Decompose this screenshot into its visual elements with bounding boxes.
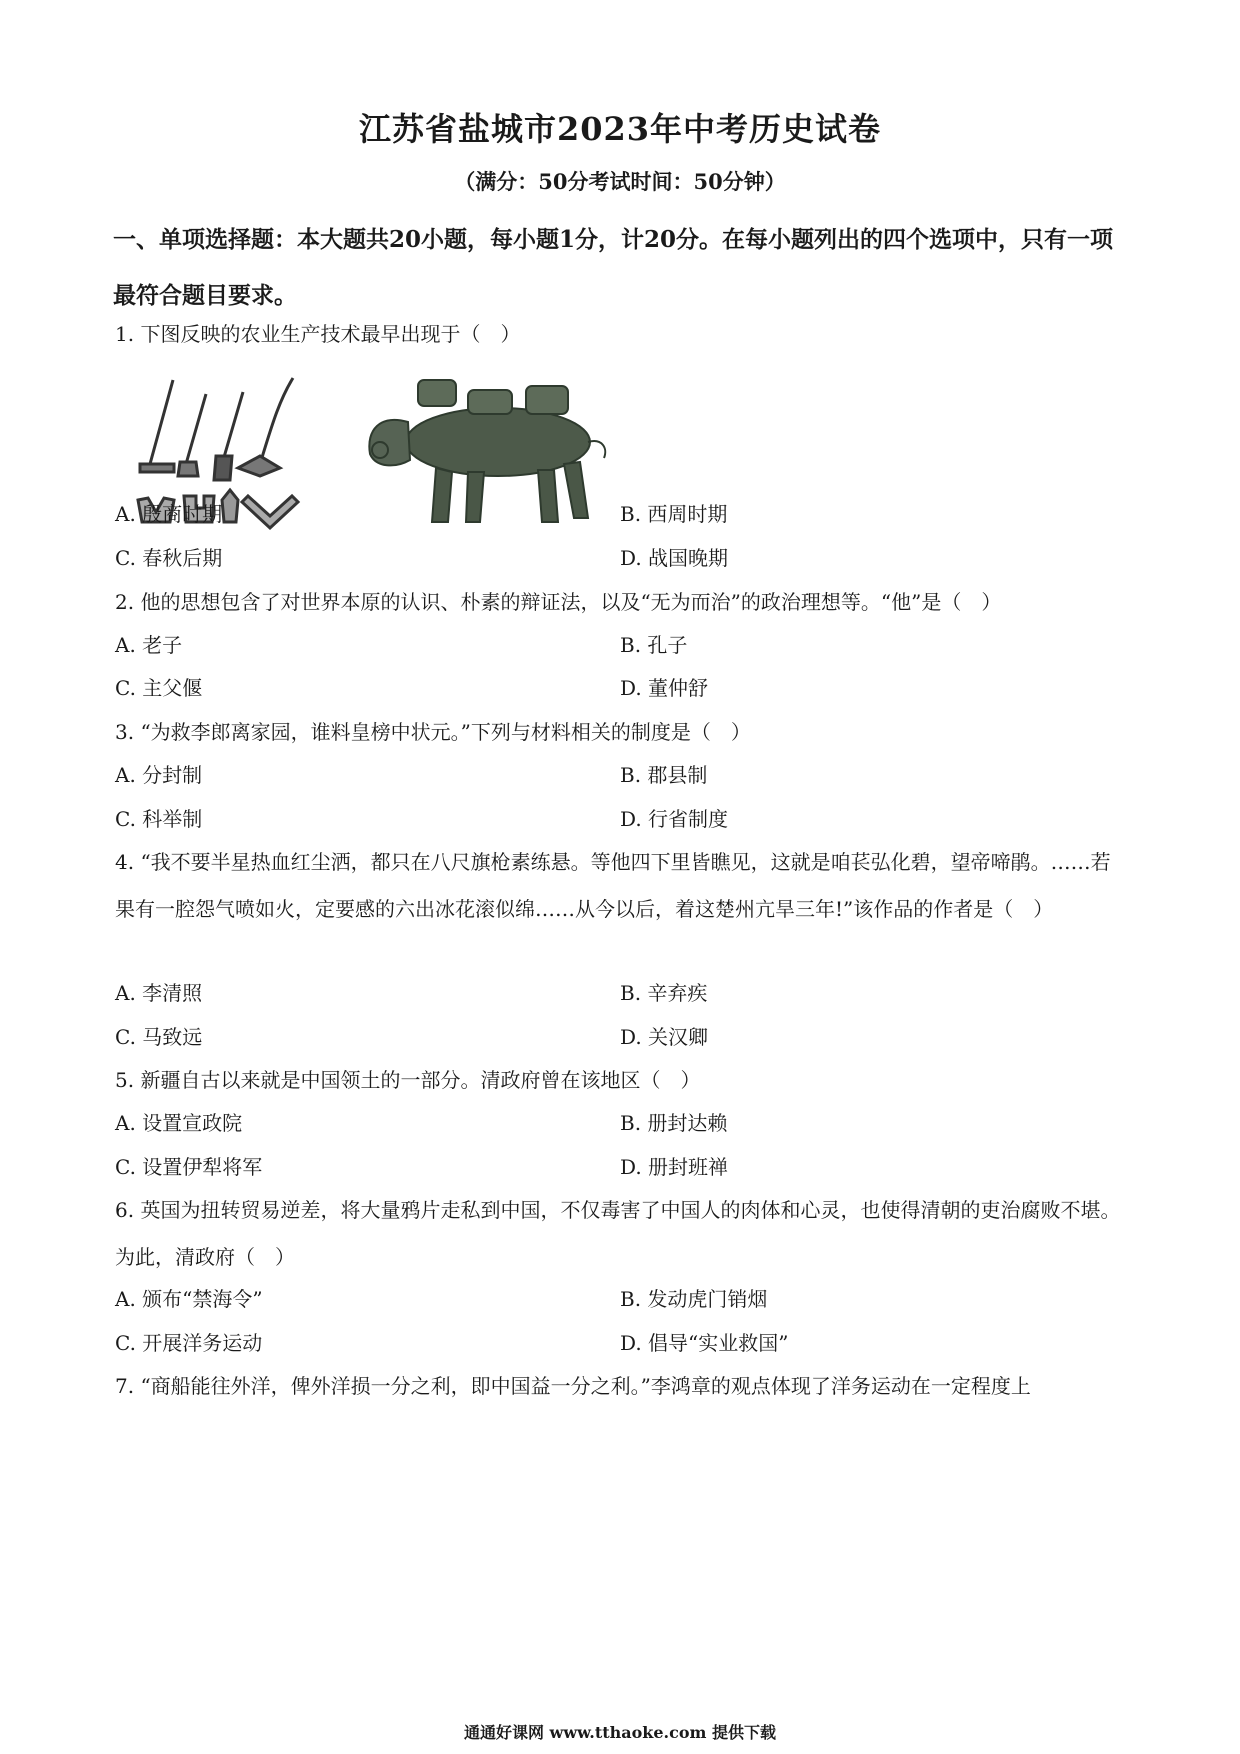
q5-option-c: C. 设置伊犁将军 [115, 1155, 263, 1179]
q4-option-d: D. 关汉卿 [620, 1025, 709, 1049]
q5-option-b: B. 册封达赖 [620, 1111, 728, 1135]
question-6-stem: 6. 英国为扭转贸易逆差，将大量鸦片走私到中国，不仅毒害了中国人的肉体和心灵，也使得清朝的吏治腐败不堪。为此，清政府（ ） [115, 1198, 1121, 1269]
question-2-stem: 2. 他的思想包含了对世界本原的认识、朴素的辩证法，以及“无为而治”的政治理想等。“他”是（ ） [115, 590, 1002, 614]
q6-option-c: C. 开展洋务运动 [115, 1331, 263, 1355]
question-1-stem: 1. 下图反映的农业生产技术最早出现于（ ） [115, 322, 521, 346]
q1-option-d: D. 战国晚期 [620, 546, 729, 570]
q6-option-a: A. 颁布“禁海令” [115, 1287, 263, 1311]
q6-option-b: B. 发动虎门销烟 [620, 1287, 768, 1311]
q1-option-a: A. 殷商时期 [115, 502, 223, 526]
page-title: 江苏省盐城市2023年中考历史试卷 [358, 110, 882, 148]
q2-option-c: C. 主父偃 [115, 676, 203, 700]
q6-option-d: D. 倡导“实业救国” [620, 1331, 789, 1355]
question-4-stem: 4. “我不要半星热血红尘洒，都只在八尺旗枪素练悬。等他四下里皆瞧见，这就是咱苌弘化碧，望帝啼鹃。……若果有一腔怨气喷如火，定要感的六出冰花滚似绵……从今以后，着这楚州亢旱三年!”该作品的作者是（ ） [115, 850, 1111, 921]
q3-option-c: C. 科举制 [115, 807, 203, 831]
q2-option-b: B. 孔子 [620, 633, 688, 657]
q5-option-a: A. 设置宣政院 [115, 1111, 243, 1135]
exam-info: （满分：50分考试时间：50分钟） [454, 169, 786, 194]
q5-option-d: D. 册封班禅 [620, 1155, 729, 1179]
q4-option-a: A. 李清照 [115, 981, 203, 1005]
q1-option-b: B. 西周时期 [620, 502, 728, 526]
q2-option-a: A. 老子 [115, 633, 183, 657]
question-7-stem: 7. “商船能往外洋，俾外洋损一分之利，即中国益一分之利。”李鸿章的观点体现了洋务运动在一定程度上 [115, 1374, 1031, 1398]
q3-option-b: B. 郡县制 [620, 763, 708, 787]
q3-option-d: D. 行省制度 [620, 807, 729, 831]
q4-option-c: C. 马致远 [115, 1025, 203, 1049]
q4-option-b: B. 辛弃疾 [620, 981, 708, 1005]
q1-option-c: C. 春秋后期 [115, 546, 223, 570]
q2-option-d: D. 董仲舒 [620, 676, 709, 700]
footer-source: 通通好课网 www.tthaoke.com 提供下载 [463, 1723, 777, 1742]
q3-option-a: A. 分封制 [115, 763, 203, 787]
question-5-stem: 5. 新疆自古以来就是中国领土的一部分。清政府曾在该地区（ ） [115, 1068, 701, 1092]
question-3-stem: 3. “为救李郎离家园，谁料皇榜中状元。”下列与材料相关的制度是（ ） [115, 720, 751, 744]
bronze-ox-zun-icon [369, 380, 605, 522]
section-heading: 一、单项选择题：本大题共20小题，每小题1分，计20分。在每小题列出的四个选项中，只有一项最符合题目要求。 [113, 226, 1114, 309]
